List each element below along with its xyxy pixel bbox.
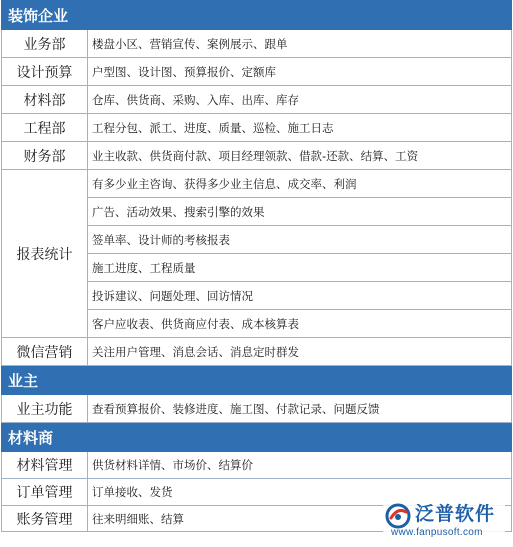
table-row bbox=[2, 30, 512, 58]
description-cell: 往来明细账、结算 bbox=[88, 506, 512, 532]
table-row bbox=[2, 452, 512, 479]
category-cell: 材料部 bbox=[2, 86, 88, 114]
category-cell-report: 报表统计 bbox=[2, 170, 88, 338]
description-cell: 订单接收、发货 bbox=[88, 479, 512, 506]
table-row bbox=[2, 86, 512, 114]
description-cell: 工程分包、派工、进度、质量、巡检、施工日志 bbox=[88, 114, 512, 142]
logo-name: 泛普软件 bbox=[415, 504, 496, 525]
category-cell: 财务部 bbox=[2, 142, 88, 170]
table-row bbox=[2, 58, 512, 86]
description-cell: 楼盘小区、营销宣传、案例展示、跟单 bbox=[88, 30, 512, 58]
table-row bbox=[2, 114, 512, 142]
description-cell: 客户应收表、供货商应付表、成本核算表 bbox=[88, 310, 512, 338]
feature-table bbox=[1, 0, 512, 532]
description-cell: 供货材料详情、市场价、结算价 bbox=[88, 452, 512, 479]
description-cell: 广告、活动效果、搜索引擎的效果 bbox=[88, 198, 512, 226]
fanpu-logo bbox=[383, 499, 505, 541]
description-cell: 业主收款、供货商付款、项目经理领款、借款-还款、结算、工资 bbox=[88, 142, 512, 170]
category-cell: 微信营销 bbox=[2, 338, 88, 366]
table-row bbox=[2, 142, 512, 170]
category-cell: 工程部 bbox=[2, 114, 88, 142]
description-cell: 施工进度、工程质量 bbox=[88, 254, 512, 282]
section-header-supplier bbox=[2, 423, 512, 452]
section-header-decoration-company bbox=[2, 1, 512, 30]
description-cell: 签单率、设计师的考核报表 bbox=[88, 226, 512, 254]
category-cell: 账务管理 bbox=[2, 506, 88, 532]
description-cell: 关注用户管理、消息会话、消息定时群发 bbox=[88, 338, 512, 366]
section-title: 材料商 bbox=[2, 423, 512, 452]
category-cell: 设计预算 bbox=[2, 58, 88, 86]
table-row bbox=[2, 338, 512, 366]
logo-url: www.fanpusoft.com bbox=[391, 527, 483, 538]
description-cell: 仓库、供货商、采购、入库、出库、库存 bbox=[88, 86, 512, 114]
category-cell: 业务部 bbox=[2, 30, 88, 58]
table-row bbox=[2, 170, 512, 198]
section-title: 业主 bbox=[2, 366, 512, 395]
description-cell: 投诉建议、问题处理、回访情况 bbox=[88, 282, 512, 310]
category-cell: 业主功能 bbox=[2, 395, 88, 423]
table-row bbox=[2, 395, 512, 423]
category-cell: 材料管理 bbox=[2, 452, 88, 479]
fanpu-logo-icon bbox=[385, 503, 411, 529]
category-cell: 订单管理 bbox=[2, 479, 88, 506]
description-cell: 户型图、设计图、预算报价、定额库 bbox=[88, 58, 512, 86]
section-header-owner bbox=[2, 366, 512, 395]
description-cell: 查看预算报价、装修进度、施工图、付款记录、问题反馈 bbox=[88, 395, 512, 423]
description-cell: 有多少业主咨询、获得多少业主信息、成交率、利润 bbox=[88, 170, 512, 198]
section-title: 装饰企业 bbox=[2, 1, 512, 30]
